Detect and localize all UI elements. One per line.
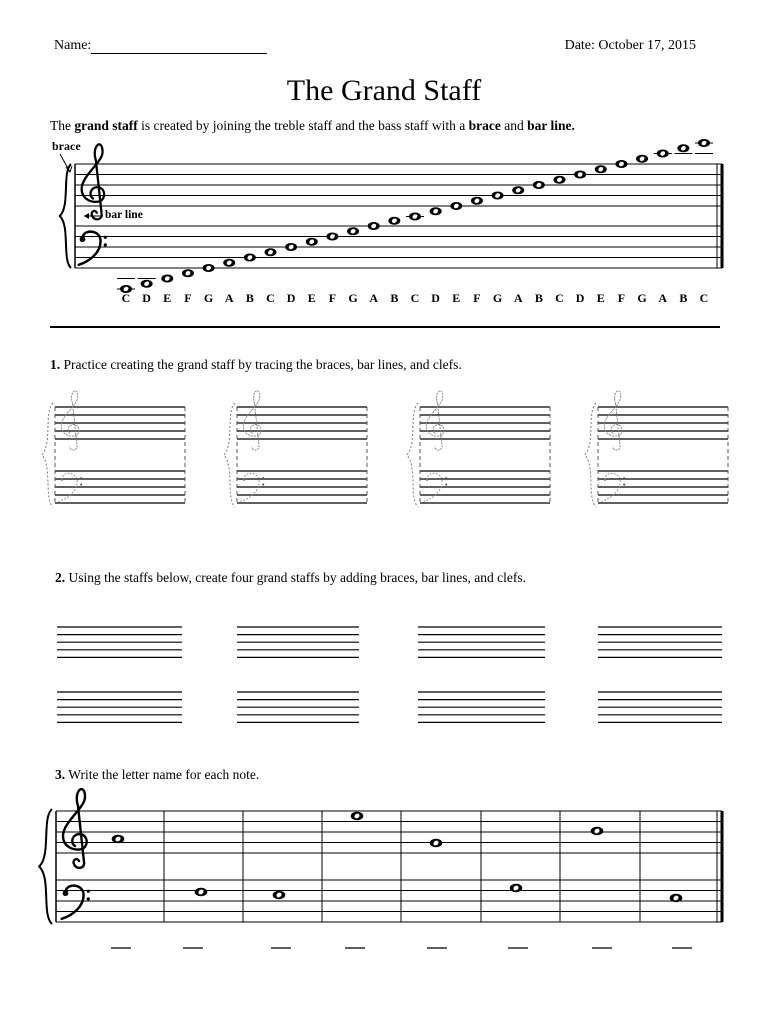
note-name-label: F <box>328 291 337 305</box>
exercise-note <box>670 894 683 902</box>
note-name-label: A <box>369 291 379 305</box>
exercise-note <box>591 827 604 835</box>
intro-sentence: The grand staff is created by joining the treble staff and the bass staff with a brace and bar line. <box>50 118 575 133</box>
grand-staff-example <box>60 139 722 305</box>
bar-line-arrowhead <box>84 213 89 219</box>
dashed-treble-clef-icon <box>243 391 261 450</box>
whole-note <box>306 238 318 246</box>
dashed-treble-clef-icon <box>61 391 79 450</box>
whole-note <box>450 202 462 210</box>
whole-note <box>533 181 545 189</box>
dashed-treble-clef-icon <box>426 391 444 450</box>
brace-icon <box>39 809 52 924</box>
note-naming-exercise <box>39 789 722 948</box>
exercise-note <box>112 835 125 843</box>
note-name-label: B <box>534 291 543 305</box>
whole-note <box>595 165 607 173</box>
whole-note <box>265 248 277 256</box>
dashed-brace-icon <box>407 403 418 507</box>
date-label: Date: October 17, 2015 <box>564 38 696 53</box>
whole-note <box>636 155 648 163</box>
whole-note <box>409 213 421 221</box>
page-title: The Grand Staff <box>286 74 482 107</box>
note-name-label: C <box>555 291 564 305</box>
whole-note <box>615 160 627 168</box>
whole-note <box>554 176 566 184</box>
whole-note <box>161 275 173 283</box>
name-label: Name: <box>54 38 92 53</box>
whole-note <box>203 264 215 272</box>
whole-note <box>388 217 400 225</box>
whole-note <box>430 207 442 215</box>
note-name-label: F <box>473 291 481 305</box>
note-name-label: A <box>658 291 668 305</box>
whole-note <box>244 254 256 262</box>
whole-note <box>657 150 669 158</box>
note-name-label: B <box>679 291 688 305</box>
question-3: 3. Write the letter name for each note. <box>55 767 260 782</box>
exercise-note <box>273 891 286 899</box>
note-name-label: E <box>596 291 605 305</box>
whole-note <box>677 144 689 152</box>
brace-arrow <box>60 154 70 172</box>
treble-clef-icon <box>63 789 87 868</box>
whole-note <box>471 197 483 205</box>
exercise-note <box>430 839 443 847</box>
note-name-label: B <box>245 291 254 305</box>
note-name-label: D <box>575 291 585 305</box>
brace-annotation: brace <box>52 139 81 153</box>
exercise-note <box>510 884 523 892</box>
whole-note <box>347 227 359 235</box>
question-2: 2. Using the staffs below, create four grand staffs by adding braces, bar lines, and clefs. <box>55 570 526 585</box>
note-name-label: E <box>452 291 461 305</box>
note-name-label: F <box>184 291 192 305</box>
blank-staffs-exercise <box>57 627 722 722</box>
dashed-brace-icon <box>42 403 53 507</box>
whole-note <box>574 171 586 179</box>
whole-note <box>326 233 338 241</box>
note-name-label: G <box>492 291 503 305</box>
whole-note <box>182 269 194 277</box>
note-name-label: D <box>431 291 440 305</box>
note-name-label: D <box>286 291 296 305</box>
question-1: 1. Practice creating the grand staff by tracing the braces, bar lines, and clefs. <box>50 357 462 372</box>
dashed-treble-clef-icon <box>604 391 622 450</box>
whole-note <box>512 186 524 194</box>
whole-note <box>492 192 504 200</box>
note-name-label: C <box>699 291 709 305</box>
dashed-brace-icon <box>585 403 596 507</box>
note-name-label: D <box>142 291 151 305</box>
whole-note <box>223 259 235 267</box>
note-name-label: G <box>203 291 214 305</box>
note-name-label: C <box>266 291 275 305</box>
note-name-label: F <box>617 291 626 305</box>
note-name-label: A <box>513 291 523 305</box>
bar-line-annotation: bar line <box>105 209 143 221</box>
note-name-label: G <box>637 291 647 305</box>
exercise-note <box>351 812 364 820</box>
treble-clef-icon <box>82 144 104 219</box>
dashed-brace-icon <box>224 403 235 507</box>
brace-icon <box>60 164 71 268</box>
whole-note <box>285 243 297 251</box>
whole-note <box>368 222 380 230</box>
note-name-label: C <box>410 291 420 305</box>
tracing-exercise <box>42 391 728 507</box>
exercise-note <box>195 888 208 896</box>
note-name-label: C <box>121 291 131 305</box>
note-name-label: A <box>224 291 234 305</box>
note-name-label: E <box>307 291 316 305</box>
note-name-label: G <box>348 291 358 305</box>
whole-note <box>141 280 153 288</box>
note-name-label: B <box>390 291 399 305</box>
whole-note <box>698 139 710 147</box>
note-name-label: E <box>163 291 172 305</box>
